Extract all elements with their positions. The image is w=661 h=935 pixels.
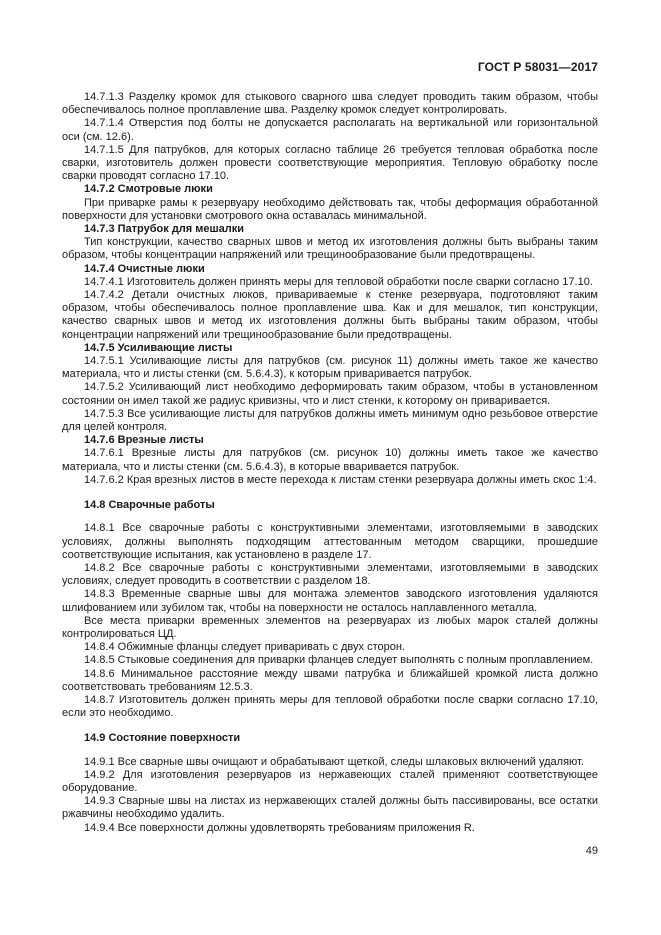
paragraph: 14.9.1 Все сварные швы очищают и обрабатывают щеткой, следы шлаковых включений удаляют. [84, 755, 584, 768]
paragraph: 14.7.1.3 Разделку кромок для стыкового сварного шва следует проводить таким образом, чтобы обеспечивалось полное проплавление шва. Разделку кромок следует контролировать. [62, 91, 598, 117]
paragraph: 14.8.7 Изготовитель должен принять меры для тепловой обработки после сварки согласно 17.10, если это необходимо. [62, 693, 598, 720]
subsection-heading: 14.7.5 Усиливающие листы [84, 341, 233, 354]
subsection-heading: 14.7.3 Патрубок для мешалки [84, 223, 245, 236]
page-number: 49 [585, 845, 598, 857]
paragraph: 14.7.1.4 Отверстия под болты не допускается располагать на вертикальной или горизонтальной оси (см. 12.6). [62, 117, 598, 143]
subsection-heading: 14.7.2 Смотровые люки [84, 183, 213, 196]
paragraph: 14.8.5 Стыковые соединения для приварки фланцев следует выполнять с полным проплавлением. [84, 654, 594, 667]
section-heading: 14.9 Состояние поверхности [84, 732, 241, 745]
document-id: ГОСТ Р 58031—2017 [477, 60, 598, 74]
paragraph: 14.8.2 Все сварочные работы с конструктивными элементами, изготовляемыми в заводских условиях, следует проводить в соответствии с разделом 18. [62, 561, 598, 588]
paragraph: Тип конструкции, качество сварных швов и метод их изготовления должны быть выбраны таким образом, чтобы концентрации напряжений или трещинообразование были предотвращены. [62, 236, 598, 262]
subsection-heading: 14.7.6 Врезные листы [84, 434, 204, 447]
document-body [62, 91, 598, 835]
paragraph: 14.7.5.1 Усиливающие листы для патрубков (см. рисунок 11) должны иметь такое же качество материала, что и листы стенки (см. 5.6.4.3), к которым приваривается патрубок. [62, 355, 598, 381]
section-heading: 14.8 Сварочные работы [84, 499, 215, 512]
paragraph: 14.7.6.2 Края врезных листов в месте перехода к листам стенки резервуара должны иметь скос 1:4. [84, 473, 597, 486]
paragraph: 14.7.4.2 Детали очистных люков, привариваемые к стенке резервуара, подготовляют таким образом, чтобы обеспечивалось полное проплавление шва. Как и для мешалок, тип конструкции, качество сварных швов и метод их изготовления должны быть выбраны таким образом, чтобы концентрации напряжений или трещинообразование были предотвращены. [62, 289, 598, 341]
paragraph: 14.7.5.3 Все усиливающие листы для патрубков должны иметь минимум одно резьбовое отверстие для целей контроля. [62, 407, 598, 434]
paragraph: 14.9.4 Все поверхности должны удовлетворять требованиям приложения R. [84, 821, 475, 834]
paragraph: 14.7.5.2 Усиливающий лист необходимо деформировать таким образом, чтобы в установленном состоянии он имел такой же радиус кривизны, что и лист стенки, к которому он приваривается. [62, 381, 598, 407]
paragraph: 14.8.6 Минимальное расстояние между швами патрубка и ближайшей кромкой листа должно соответствовать требованиям 12.5.3. [62, 667, 598, 693]
paragraph: 14.7.1.5 Для патрубков, для которых согласно таблице 26 требуется тепловая обработка после сварки, изготовитель должен провести соответствующие мероприятия. Тепловую обработку после сварки проводят согласно 17.10. [62, 143, 598, 183]
subsection-heading: 14.7.4 Очистные люки [84, 262, 205, 275]
paragraph: 14.7.6.1 Врезные листы для патрубков (см. рисунок 10) должны иметь такое же качество материала, что и листы стенки (см. 5.6.4.3), в которые вваривается патрубок. [62, 447, 598, 473]
paragraph: 14.7.4.1 Изготовитель должен принять меры для тепловой обработки после сварки согласно 17.10. [84, 275, 593, 288]
paragraph: 14.9.2 Для изготовления резервуаров из нержавеющих сталей применяют соответствующее оборудование. [62, 768, 598, 794]
paragraph: 14.8.4 Обжимные фланцы следует приваривать с двух сторон. [84, 641, 405, 654]
paragraph: Все места приварки временных элементов на резервуарах из любых марок сталей должны контролироваться ЦД. [62, 614, 598, 640]
paragraph: 14.8.3 Временные сварные швы для монтажа элементов заводского изготовления удаляются шлифованием или зубилом так, чтобы на поверхности не осталось наплавленного металла. [62, 588, 598, 614]
paragraph: 14.8.1 Все сварочные работы с конструктивными элементами, изготовляемыми в заводских условиях, должны выполнять подходящим аттестованным методом сварщики, прошедшие соответствующие испытания, как установлено в разделе 17. [62, 522, 598, 561]
paragraph: При приварке рамы к резервуару необходимо действовать так, чтобы деформация обработанной поверхности для установки смотрового окна оставалась минимальной. [62, 196, 598, 222]
paragraph: 14.9.3 Сварные швы на листах из нержавеющих сталей должны быть пассивированы, все остатки ржавчины необходимо удалить. [62, 795, 598, 821]
